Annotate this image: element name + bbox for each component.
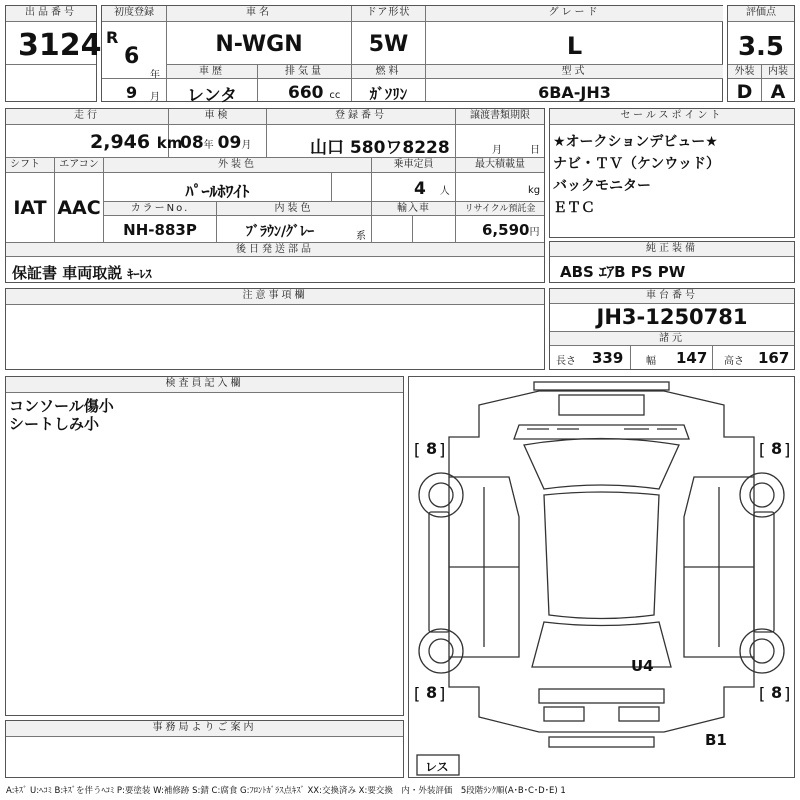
car-diagram-box — [408, 376, 795, 778]
damage-u4: U4 — [631, 657, 654, 675]
inspector-box — [5, 376, 404, 716]
tire-rl-bracket: [ — [414, 684, 421, 703]
history: レンタ — [187, 86, 237, 106]
shift: IAT — [13, 197, 47, 219]
plate: 山口 580ワ8228 — [310, 138, 450, 158]
lot-number: 3124 — [18, 28, 102, 63]
reg-year: 6 — [124, 44, 140, 69]
shipped: 保証書 車両取説 ｷｰﾚｽ — [12, 264, 152, 282]
transfer-month-unit: 月 — [492, 145, 502, 156]
chassis-label: 車台番号 — [550, 289, 794, 304]
details-box — [5, 108, 545, 283]
tire-fl-bracket-close: ] — [439, 440, 446, 459]
score-box — [727, 5, 795, 102]
damage-b1: B1 — [705, 731, 727, 749]
capacity: 4 人 — [414, 179, 450, 199]
int-color-label: 内装色 — [217, 202, 371, 216]
first-reg-label: 初度登録 — [102, 6, 166, 22]
lot-label: 出品番号 — [6, 6, 96, 22]
ext-color-label: 外装色 — [104, 158, 371, 173]
exterior-score: D — [736, 81, 753, 103]
reg-month: 9 — [126, 83, 138, 102]
inspection-label: 車検 — [169, 109, 266, 125]
shipped-label: 後日発送部品 — [6, 243, 544, 257]
interior-score: A — [770, 81, 786, 103]
spare-tire: レス — [425, 760, 449, 774]
width: 147 — [676, 349, 708, 367]
transfer-day-unit: 日 — [530, 145, 540, 156]
transfer-label: 譲渡書類期限 — [456, 109, 544, 125]
tire-rr: 8 — [771, 683, 783, 702]
car-diagram — [409, 377, 794, 777]
import-label: 輸入車 — [372, 202, 455, 216]
score: 3.5 — [737, 32, 785, 62]
grade: L — [566, 32, 583, 60]
notes-box — [5, 288, 545, 370]
tire-rr-bracket-close: ] — [784, 684, 791, 703]
interior-label: 内装 — [762, 65, 794, 79]
tire-fr-bracket-close: ] — [784, 440, 791, 459]
inspection: 08年 09月 — [180, 133, 252, 153]
sales-points-label: セールスポイント — [550, 109, 794, 125]
int-color: ﾌﾞﾗｳﾝ/ｸﾞﾚｰ — [246, 224, 315, 240]
exterior-label: 外装 — [728, 65, 761, 79]
load-label: 最大積載量 — [456, 158, 544, 173]
notes-label: 注意事項欄 — [6, 289, 544, 305]
color-no: NH-883P — [123, 221, 197, 239]
length-label: 長さ — [556, 356, 576, 367]
month-unit: 月 — [150, 92, 160, 103]
sales-points-box — [549, 108, 795, 238]
equipment-label: 純正装備 — [550, 242, 794, 257]
height-label: 高さ — [724, 356, 744, 367]
recycle-label: リサイクル預託金 — [456, 202, 544, 216]
tire-rl-bracket-close: ] — [439, 684, 446, 703]
displacement: 660 cc — [288, 83, 341, 103]
length: 339 — [592, 349, 624, 367]
mileage-label: 走行 — [6, 109, 168, 125]
office-box — [5, 720, 404, 778]
width-label: 幅 — [646, 356, 656, 367]
lot-box — [5, 5, 102, 102]
color-no-label: カラーNo. — [104, 202, 216, 216]
ac: AAC — [57, 197, 101, 219]
legend: A:ｷｽﾞ U:ﾍｺﾐ B:ｷｽﾞを伴うﾍｺﾐ P:要塗装 W:補修跡 S:錆 C:腐食 G:ﾌﾛﾝﾄｶﾞﾗｽ点ｷｽﾞ XX:交換済み X:要交換 内・外装評価 5段階ﾗﾝｸ順(A･B･C･D･E) 1 — [6, 786, 566, 796]
shift-label: シフト — [6, 158, 54, 173]
score-label: 評価点 — [728, 6, 794, 22]
tire-fl: 8 — [426, 439, 438, 458]
sales-point-2: ナビ・ＴＶ（ケンウッド） — [553, 156, 721, 172]
height: 167 — [758, 349, 790, 367]
load-unit: kg — [528, 185, 541, 196]
header-grid — [101, 5, 723, 106]
era: R — [106, 28, 119, 47]
history-label: 車歴 — [167, 65, 257, 79]
equipment: ABS ｴｱB PS PW — [560, 263, 686, 281]
office-label: 事務局よりご案内 — [6, 721, 403, 737]
model-label: 型式 — [426, 65, 723, 79]
car-name: N-WGN — [215, 32, 303, 57]
car-name-label: 車名 — [167, 6, 351, 22]
dims-label: 諸元 — [550, 332, 794, 346]
tire-fr: 8 — [771, 439, 783, 458]
grade-label: グレード — [426, 6, 723, 22]
sales-point-1: ★オークションデビュー★ — [553, 134, 718, 150]
tire-rl: 8 — [426, 683, 438, 702]
displacement-label: 排気量 — [258, 65, 351, 79]
sales-point-3: バックモニター — [553, 178, 651, 194]
chassis-box — [549, 288, 795, 370]
capacity-label: 乗車定員 — [372, 158, 455, 173]
door-label: ドア形状 — [352, 6, 425, 22]
door: 5W — [368, 32, 409, 57]
model: 6BA-JH3 — [538, 83, 611, 102]
year-unit: 年 — [150, 70, 160, 81]
tire-fl-bracket: [ — [414, 440, 421, 459]
fuel: ｶﾞｿﾘﾝ — [369, 85, 408, 103]
inspector-label: 検査員記入欄 — [6, 377, 403, 393]
inspector-line-2: シートしみ小 — [9, 415, 100, 433]
tire-rr-bracket: [ — [759, 684, 766, 703]
tire-fr-bracket: [ — [759, 440, 766, 459]
sales-point-4: ＥＴＣ — [553, 200, 595, 216]
equipment-box — [549, 241, 795, 283]
ac-label: エアコン — [55, 158, 103, 173]
recycle: 6,590円 — [482, 221, 540, 239]
fuel-label: 燃料 — [352, 65, 425, 79]
int-color-suffix: 系 — [356, 231, 366, 242]
chassis-number: JH3-1250781 — [596, 305, 748, 329]
ext-color: ﾊﾟｰﾙﾎﾜｲﾄ — [185, 182, 250, 201]
mileage: 2,946 km — [90, 131, 183, 153]
plate-label: 登録番号 — [267, 109, 455, 125]
inspector-line-1: コンソール傷小 — [9, 397, 114, 415]
